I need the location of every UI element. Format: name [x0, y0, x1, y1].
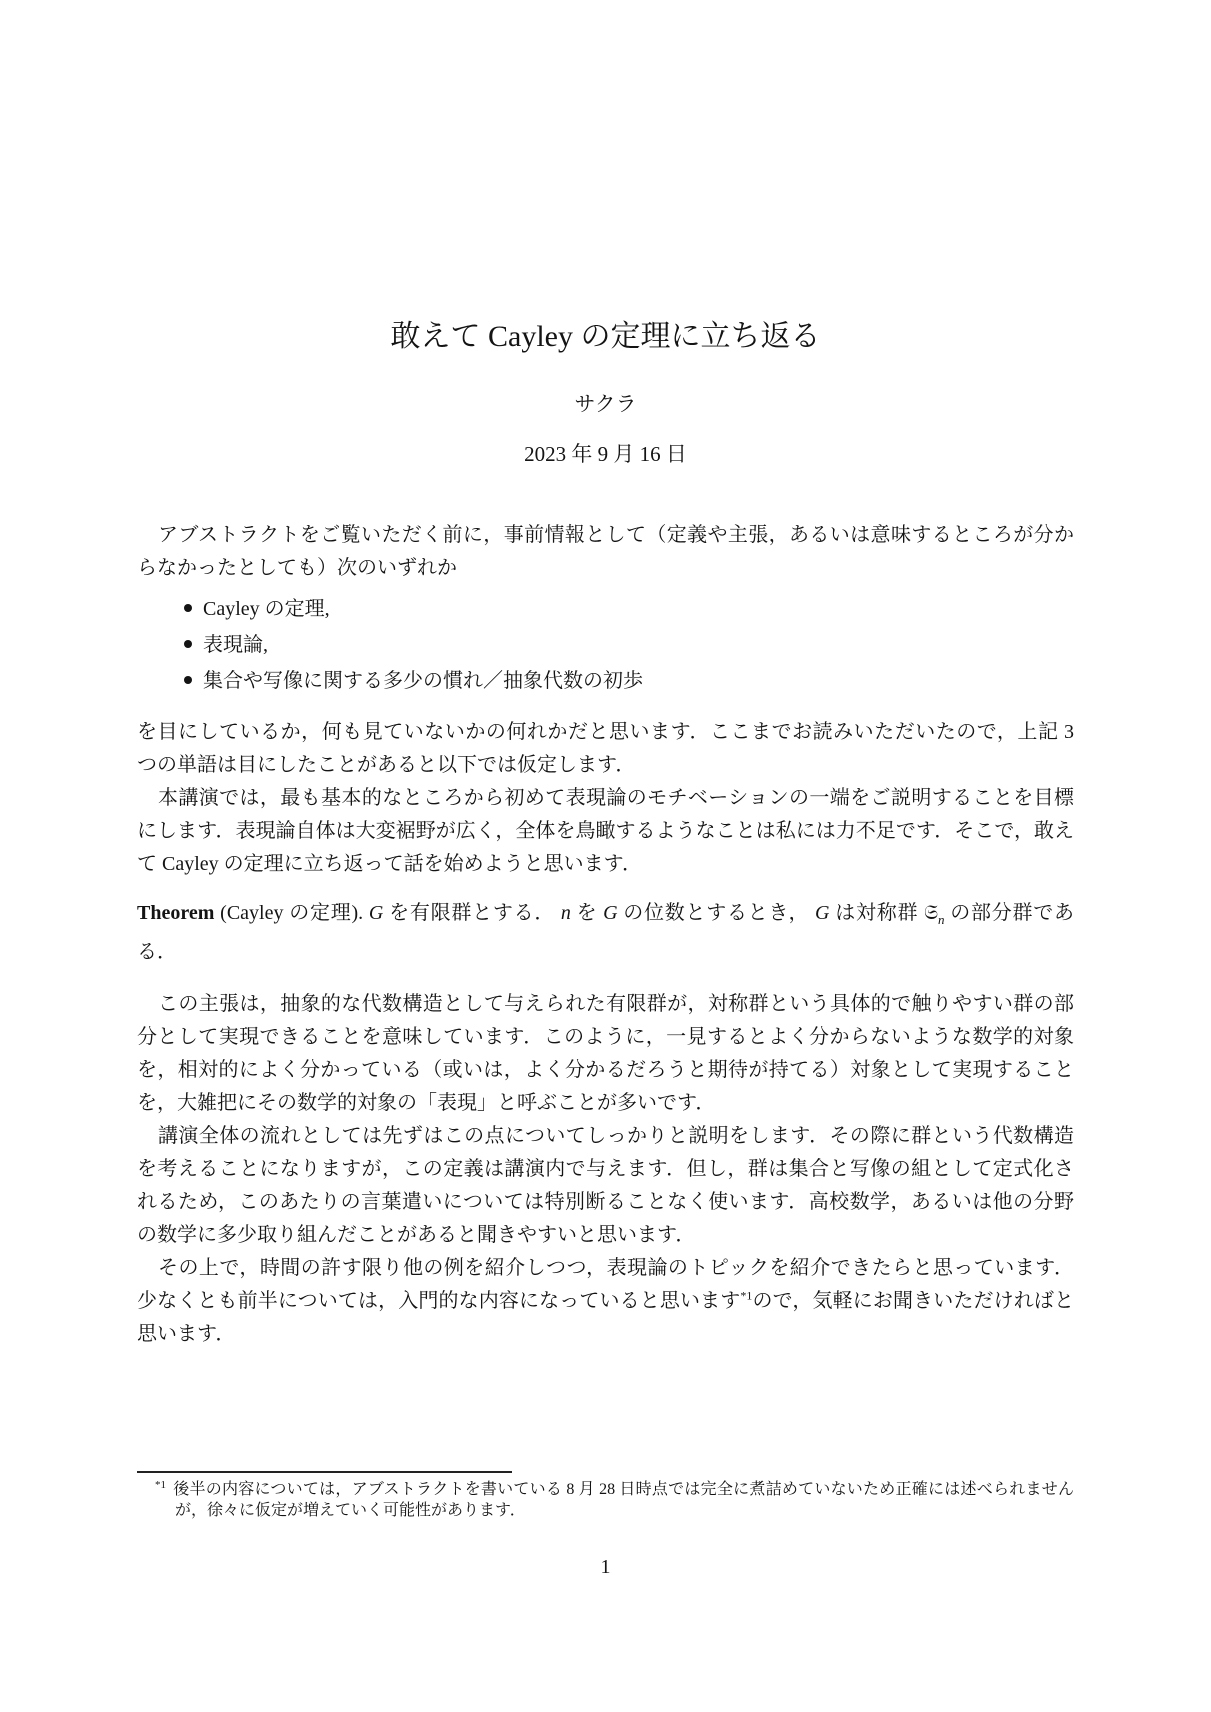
closing-text-before: その上で，時間の許す限り他の例を紹介しつつ，表現論のトピックを紹介できたらと思っています．少なくとも前半については，入門的な内容になっていると思います — [137, 1257, 1074, 1312]
list-item-representation-theory — [184, 629, 1074, 662]
bullet-icon — [184, 604, 192, 612]
footnote-ref: *1 — [740, 1288, 753, 1303]
theorem-text-2: を — [570, 902, 604, 924]
footnote-text: 後半の内容については，アブストラクトを書いている 8 月 28 日時点では完全に煮詰めていないため正確には述べられませんが，徐々に仮定が増えていく可能性があります． — [173, 1481, 1074, 1519]
math-subscript-n: n — [938, 912, 945, 927]
paragraph-talk-flow: 講演全体の流れとしては先ずはこの点についてしっかりと説明をします．その際に群という代数構造を考えることになりますが，この定義は講演内で与えます．但し，群は集合と写像の組として定式化されるため，このあたりの言葉遣いについては特別断ることなく使います．高校数学，あるいは他の分野の数学に多少取り組んだことがあると聞きやすいと思います． — [137, 1125, 1074, 1246]
paragraph-intro: アブストラクトをご覧いただく前に，事前情報として（定義や主張，あるいは意味するところが分からなかったとしても）次のいずれか — [137, 524, 1074, 579]
theorem-text-3: の位数とするとき， — [617, 902, 815, 924]
bullet-icon — [184, 676, 192, 684]
footnote-marker: *1 — [155, 1478, 166, 1491]
document-date: 2023 年 9 月 16 日 — [524, 442, 687, 466]
list-item-cayley-theorem — [184, 593, 1074, 626]
theorem-text-4: は対称群 — [829, 902, 924, 924]
author-name: サクラ — [574, 392, 637, 416]
footnote-rule — [137, 1471, 512, 1473]
math-var-n: n — [560, 902, 571, 924]
closing-text-after: ので，気軽にお聞きいただければと思います． — [137, 1290, 1074, 1345]
math-var-G: G — [603, 902, 618, 924]
list-item-label: Cayley の定理, — [203, 598, 330, 620]
page-footer — [137, 1471, 1074, 1581]
math-symbol-frak-S: 𝔖 — [923, 902, 938, 924]
theorem-text-5: の部分群である． — [137, 902, 1074, 963]
math-var-G: G — [368, 902, 384, 924]
prerequisite-list — [137, 593, 1074, 698]
list-item-label: 表現論, — [203, 634, 268, 656]
bullet-icon — [184, 640, 192, 648]
theorem-note: (Cayley の定理). — [214, 902, 369, 924]
document-title: 敢えて Cayley の定理に立ち返る — [390, 320, 821, 353]
abstract-body — [137, 519, 1074, 1351]
paragraph-goal: 本講演では，最も基本的なところから初めて表現論のモチベーションの一端をご説明することを目標にします．表現論自体は大変裾野が広く，全体を鳥瞰するようなことは私には力不足です．そこで，敢えて Cayley の定理に立ち返って話を始めようと思います． — [137, 787, 1074, 875]
theorem-cayley — [137, 897, 1074, 969]
list-item-sets-and-maps — [184, 665, 1074, 698]
theorem-keyword: Theorem — [137, 902, 215, 924]
paragraph-assumption: を目にしているか，何も見ていないかの何れかだと思います．ここまでお読みいただいたので，上記 3 つの単語は目にしたことがあると以下では仮定します． — [137, 721, 1074, 776]
paragraph-meaning: この主張は，抽象的な代数構造として与えられた有限群が，対称群という具体的で触りやすい群の部分として実現できることを意味しています．このように，一見するとよく分からないような数学的対象を，相対的によく分かっている（或いは，よく分かるだろうと期待が持てる）対象として実現することを，大雑把にその数学的対象の「表現」と呼ぶことが多いです． — [137, 993, 1074, 1114]
paragraph-closing — [137, 1252, 1074, 1351]
math-var-G: G — [815, 902, 830, 924]
page-number: 1 — [600, 1556, 611, 1578]
footnote — [137, 1479, 1074, 1521]
list-item-label: 集合や写像に関する多少の慣れ／抽象代数の初歩 — [203, 670, 643, 692]
theorem-text-1: を有限群とする． — [383, 902, 561, 924]
